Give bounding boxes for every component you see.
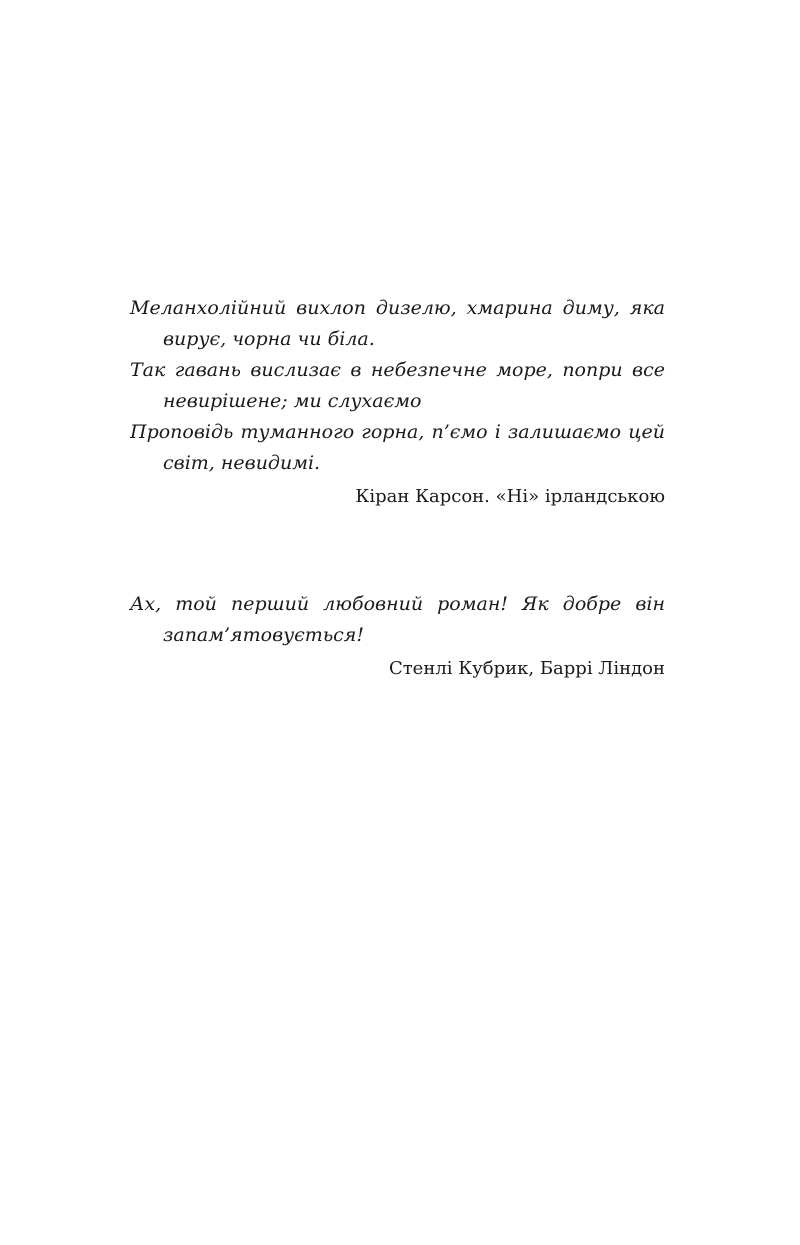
verse-line: Меланхолійний вихлоп дизелю, хмарина диму, яка вирує, чорна чи біла. [130, 297, 665, 350]
epigraph-kubrick [130, 589, 665, 684]
epigraph-attribution: Кіран Карсон. «Ні» ірландською [355, 486, 665, 507]
epigraph-attribution: Стенлі Кубрик, Баррі Ліндон [388, 658, 665, 679]
verse-line: Так гавань вислизає в небезпечне море, попри все невирішене; ми слухаємо [130, 359, 665, 412]
epigraph-carson [130, 293, 665, 512]
verse-line: Ах, той перший любовний роман! Як добре він запам’ятовується! [130, 593, 665, 646]
verse-line: Проповідь туманного горна, п’ємо і залишаємо цей світ, невидимі. [130, 421, 665, 474]
